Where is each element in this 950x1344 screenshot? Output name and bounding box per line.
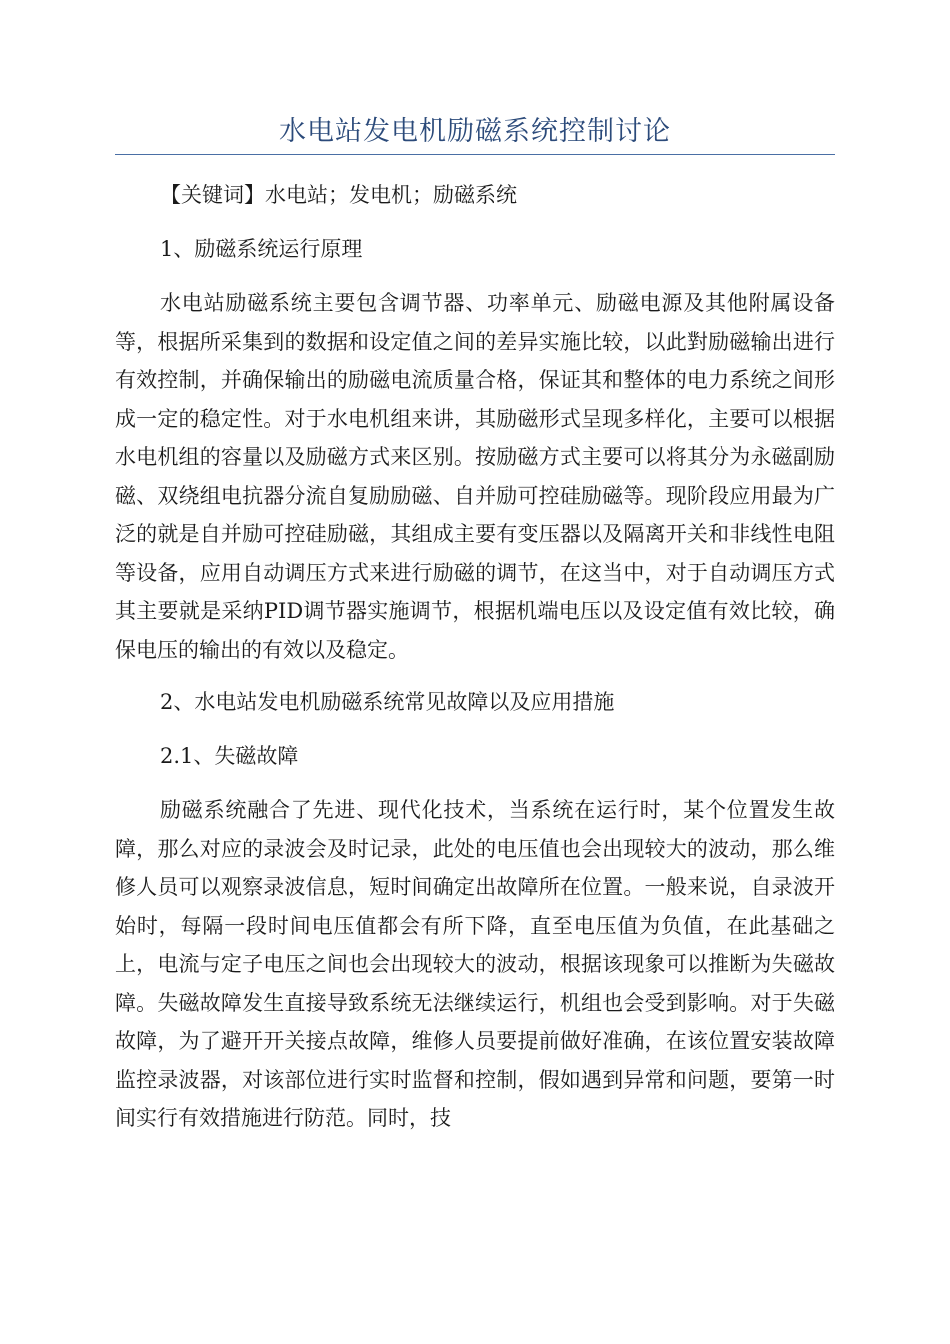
section-1-paragraph: 水电站励磁系统主要包含调节器、功率单元、励磁电源及其他附属设备等，根据所采集到的数据和设定值之间的差异实施比较，以此對励磁输出进行有效控制，并确保输出的励磁电流质量合格，保证其和整体的电力系统之间形成一定的稳定性。对于水电机组来讲，其励磁形式呈现多样化，主要可以根据水电机组的容量以及励磁方式来区别。按励磁方式主要可以将其分为永磁副励磁、双绕组电抗器分流自复励励磁、自并励可控硅励磁等。现阶段应用最为广泛的就是自并励可控硅励磁，其组成主要有变压器以及隔离开关和非线性电阻等设备，应用自动调压方式来进行励磁的调节，在这当中，对于自动调压方式其主要就是采纳PID调节器实施调节，根据机端电压以及设定值有效比较，确保电压的输出的有效以及稳定。 xyxy=(115,291,835,662)
keywords-line: 【关键词】水电站；发电机；励磁系统 xyxy=(160,183,517,207)
title-underline xyxy=(115,154,835,155)
section-2-1-paragraph: 励磁系统融合了先进、现代化技术，当系统在运行时，某个位置发生故障，那么对应的录波会及时记录，此处的电压值也会出现较大的波动，那么维修人员可以观察录波信息，短时间确定出故障所在位置。一般来说，自录波开始时，每隔一段时间电压值都会有所下降，直至电压值为负值，在此基础之上，电流与定子电压之间也会出现较大的波动，根据该现象可以推断为失磁故障。失磁故障发生直接导致系统无法继续运行，机组也会受到影响。对于失磁故障，为了避开开关接点故障，维修人员要提前做好准确，在该位置安装故障监控录波器，对该部位进行实时监督和控制，假如遇到异常和问题，要第一时间实行有效措施进行防范。同时，技 xyxy=(115,798,835,1130)
document-title: 水电站发电机励磁系统控制讨论 xyxy=(279,116,671,147)
document-body xyxy=(115,176,835,1138)
section-2-heading: 2、水电站发电机励磁系统常见故障以及应用措施 xyxy=(160,690,615,714)
section-1-heading: 1、励磁系统运行原理 xyxy=(160,237,363,261)
section-2-1-heading: 2.1、失磁故障 xyxy=(160,744,299,768)
